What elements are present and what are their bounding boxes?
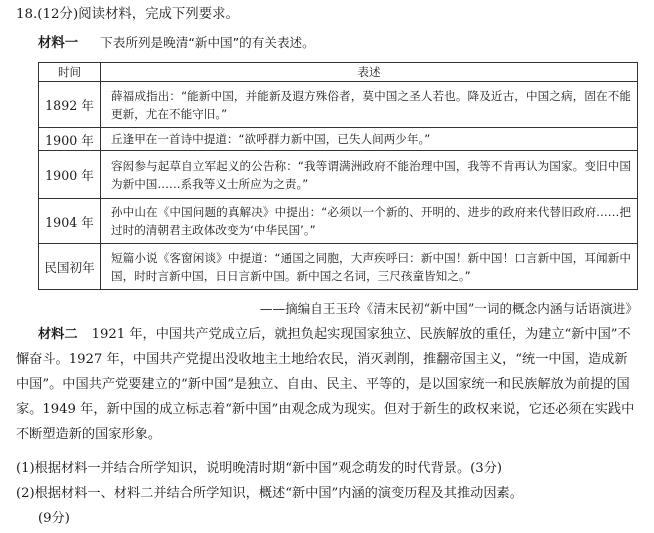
- question-points: (12分): [37, 7, 79, 22]
- table-row: [39, 82, 638, 128]
- table-row: [39, 128, 638, 151]
- header-time: 时间: [39, 63, 101, 82]
- question-instruction: 阅读材料，完成下列要求。: [78, 7, 239, 22]
- table-row: [39, 151, 638, 199]
- table-row: [39, 244, 638, 290]
- task-1: (1)根据材料一并结合所学知识，说明晚清时期“新中国”观念萌发的时代背景。(3分): [16, 461, 503, 476]
- material1-desc: 下表所列是晚清“新中国”的有关表述。: [100, 35, 315, 50]
- material1-source: ——摘编自王玉玲《清末民初“新中国”一词的概念内涵与话语演进》: [259, 301, 638, 316]
- question-header: [16, 5, 239, 25]
- row-text: 容闳参与起草自立军起义的公告称：“我等谓满洲政府不能治理中国，我等不肯再认为国家。变旧中国为新中国……系我等义士所应为之责。”: [101, 151, 638, 199]
- row-text: 丘逢甲在一首诗中提道：“欲呼群力新中国，已失人间两少年。”: [101, 128, 638, 151]
- table-header-row: [39, 63, 638, 82]
- row-year: 1904 年: [39, 199, 101, 244]
- row-year: 1900 年: [39, 128, 101, 151]
- material2-text: 1921 年，中国共产党成立后，就担负起实现国家独立、民族解放的重任，为建立“新中国”不懈奋斗。1927 年，中国共产党提出没收地主土地给农民，消灭剥削，推翻帝国主义，“统一中国，造成新中国”。中国共产党要建立的“新中国”是独立、自由、民主、平等的，是以国家统一和民族解放为前提的国家。1949 年，新中国的成立标志着“新中国”由观念成为现实。但对于新生的政权来说，它还必须在实践中不断塑造新的国家形象。: [16, 327, 635, 442]
- material1-table: [38, 62, 638, 290]
- row-text: 薛福成指出：“能新中国，并能新及遐方殊俗者，莫中国之圣人若也。降及近古，中国之病，固在不能更新，尤在不能守旧。”: [101, 82, 638, 128]
- row-year: 1900 年: [39, 151, 101, 199]
- material2-tag: 材料二: [38, 327, 78, 342]
- header-statement: 表述: [101, 63, 638, 82]
- material2-paragraph: [16, 322, 640, 447]
- table-row: [39, 199, 638, 244]
- task-2-line1: (2)根据材料一、材料二并结合所学知识，概述“新中国”内涵的演变历程及其推动因素。: [16, 486, 523, 501]
- row-text: 短篇小说《客窗闲谈》中提道：“通国之同胞，大声疾呼曰：新中国！新中国！口言新中国，耳闻新中国，时时言新中国，日日言新中国。新中国之名词，三尺孩童皆知之。”: [101, 244, 638, 290]
- material1-intro: [38, 33, 315, 54]
- task-2: [16, 481, 640, 531]
- task-2-points: (9分): [38, 511, 70, 526]
- row-text: 孙中山在《中国问题的真解决》中提出：“必须以一个新的、开明的、进步的政府来代替旧政府……把过时的清朝君主政体改变为‘中华民国’。”: [101, 199, 638, 244]
- row-year: 1892 年: [39, 82, 101, 128]
- row-year: 民国初年: [39, 244, 101, 290]
- material1-tag: 材料一: [38, 35, 79, 51]
- question-number: 18.: [16, 7, 38, 22]
